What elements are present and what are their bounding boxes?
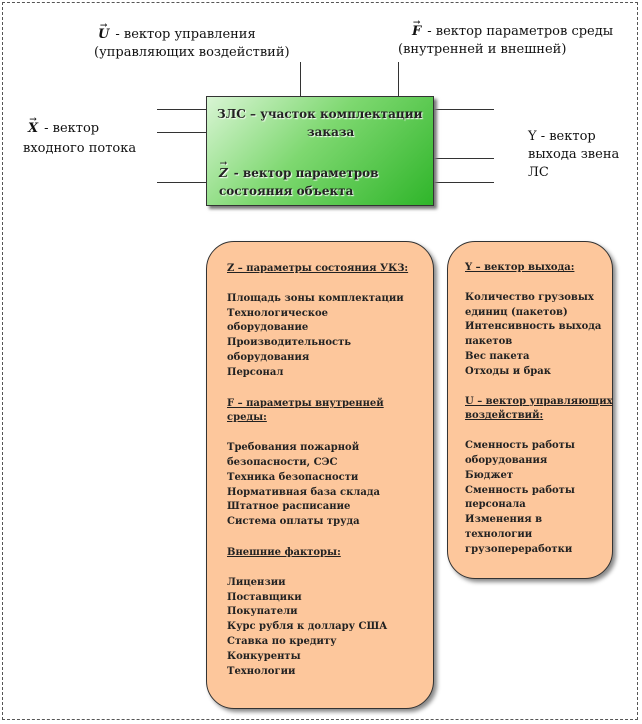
box-state-line1: [219, 165, 379, 181]
z-item: оборудование: [227, 322, 309, 334]
y-item: Вес пакета: [465, 351, 530, 362]
box-state-line2: состояния объекта: [219, 184, 354, 198]
environment-vector-line1: - вектор параметров среды: [427, 24, 614, 39]
output-line-3: [434, 182, 494, 183]
input-vector-line2: входного потока: [23, 141, 137, 156]
u-item: технологии: [465, 529, 533, 540]
y-heading: Y – вектор выхода:: [465, 262, 575, 273]
u-item: Изменения в: [465, 514, 543, 526]
f-item: Нормативная база склада: [227, 486, 380, 498]
input-vector-line1: - вектор: [44, 121, 100, 136]
output-line-2: [434, 158, 494, 159]
output-vector-line3: ЛС: [528, 165, 549, 180]
input-line-3: [157, 182, 206, 183]
external-factor-item: Лицензии: [227, 576, 286, 588]
z-item: Технологическое: [227, 307, 329, 319]
z-item: Площадь зоны комплектации: [227, 292, 404, 304]
u-item: грузопереработки: [465, 543, 573, 555]
vector-u-symbol: → U: [98, 27, 109, 43]
z-item: Персонал: [227, 366, 284, 378]
environment-vector-line2: (внутренней и внешней): [398, 42, 567, 57]
f-item: Требования пожарной: [227, 442, 360, 454]
y-item: Интенсивность выхода: [465, 321, 602, 333]
vector-x-symbol: → X: [28, 121, 38, 137]
u-heading: U – вектор управляющих: [465, 395, 613, 407]
u-item: персонала: [465, 499, 526, 511]
y-item: Количество грузовых: [465, 291, 594, 303]
control-vector-line1: - вектор управления: [115, 27, 256, 42]
u-heading: воздействий:: [465, 410, 544, 422]
u-item: Бюджет: [465, 469, 514, 481]
input-line-2: [157, 132, 206, 133]
box-title-line2: заказа: [307, 125, 355, 139]
environment-input-line: [398, 62, 399, 96]
external-factor-item: Ставка по кредиту: [227, 636, 337, 647]
output-vector-line1: Y - вектор: [528, 129, 596, 144]
control-input-line: [300, 62, 301, 96]
f-item: Техника безопасности: [227, 471, 359, 483]
z-item: оборудования: [227, 352, 310, 363]
external-factor-item: Покупатели: [227, 606, 298, 618]
external-factor-item: Конкуренты: [227, 650, 301, 662]
f-item: безопасности, СЭС: [227, 457, 338, 468]
external-factor-item: Курс рубля к доллару США: [227, 621, 388, 633]
input-vector-label: [28, 121, 99, 137]
external-factors-heading: Внешние факторы:: [227, 547, 341, 558]
f-item: Система оплаты труда: [227, 516, 360, 528]
u-item: оборудования: [465, 455, 548, 466]
environment-vector-label: [412, 24, 613, 40]
vector-z-symbol: → Z: [219, 165, 228, 181]
external-factor-item: Технологии: [227, 665, 296, 677]
box-state-text1: - вектор параметров: [233, 166, 379, 180]
output-line-1: [434, 109, 494, 110]
f-heading: F – параметры внутренней: [227, 397, 384, 409]
f-item: Штатное расписание: [227, 501, 351, 513]
y-item: единиц (пакетов): [465, 306, 568, 318]
external-factor-item: Поставщики: [227, 591, 302, 603]
y-item: пакетов: [465, 336, 513, 348]
z-heading: Z – параметры состояния УКЗ:: [227, 263, 409, 274]
output-control-panel: [447, 241, 613, 579]
vector-f-symbol: → F: [412, 24, 421, 40]
control-vector-line2: (управляющих воздействий): [94, 45, 290, 60]
output-vector-line2: выхода звена: [528, 147, 620, 162]
input-line-1: [157, 109, 206, 110]
y-item: Отходы и брак: [465, 365, 551, 377]
box-title-line1: ЗЛС – участок комплектации: [217, 107, 423, 121]
u-item: Сменность работы: [465, 484, 575, 496]
f-heading: среды:: [227, 412, 267, 424]
control-vector-label: [98, 27, 256, 43]
state-parameters-panel: [206, 241, 434, 709]
u-item: Сменность работы: [465, 440, 575, 452]
order-picking-section-box: [206, 96, 434, 206]
z-item: Производительность: [227, 337, 352, 349]
